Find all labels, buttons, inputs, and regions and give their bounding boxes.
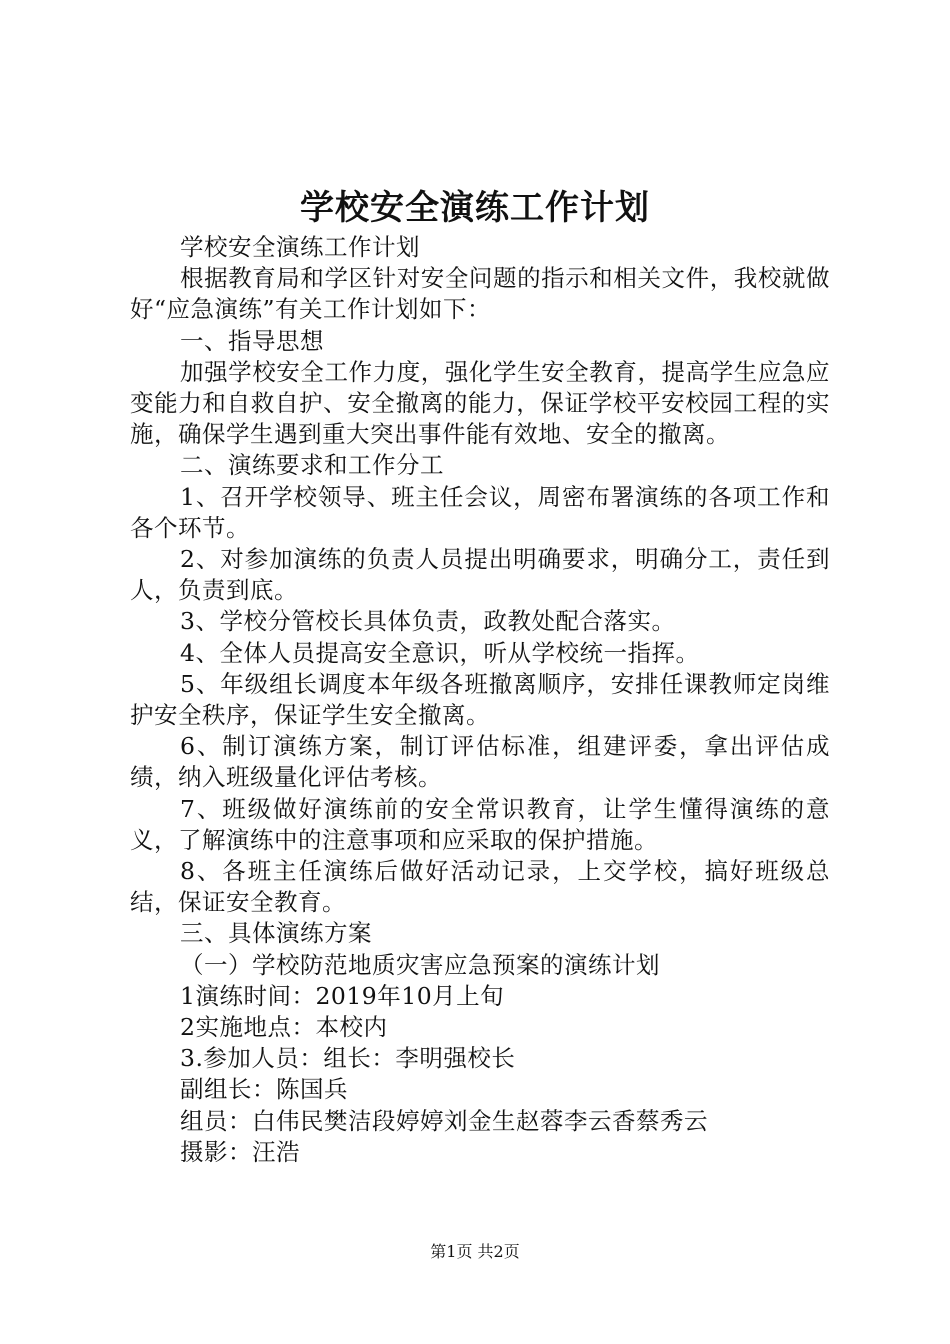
list-item: 8、各班主任演练后做好活动记录，上交学校，搞好班级总结，保证安全教育。 (130, 857, 830, 917)
paragraph: 加强学校安全工作力度，强化学生安全教育，提高学生应急应变能力和自救自护、安全撤离的能力，保证学校平安校园工程的实施，确保学生遇到重大突出事件能有效地、安全的撤离。 (130, 357, 830, 449)
plan-detail: 1演练时间：2019年10月上旬 (180, 981, 505, 1010)
paragraph: 学校安全演练工作计划 (180, 233, 420, 261)
list-item: 1、召开学校领导、班主任会议，周密布署演练的各项工作和各个环节。 (130, 482, 830, 542)
section-heading: 一、指导思想 (180, 326, 324, 355)
plan-detail: 副组长：陈国兵 (180, 1075, 348, 1104)
list-item: 4、全体人员提高安全意识，听从学校统一指挥。 (180, 638, 700, 667)
section-heading: 三、具体演练方案 (180, 919, 372, 948)
list-item: 6、制订演练方案，制订评估标准，组建评委，拿出评估成绩，纳入班级量化评估考核。 (130, 732, 830, 792)
page-footer: 第1页 共2页 (430, 1242, 520, 1261)
paragraph: 根据教育局和学区针对安全问题的指示和相关文件，我校就做好“应急演练”有关工作计划如下： (130, 264, 830, 324)
list-item: 5、年级组长调度本年级各班撤离顺序，安排任课教师定岗维护安全秩序，保证学生安全撤离。 (130, 669, 830, 730)
plan-detail: 组员：白伟民樊洁段婷婷刘金生赵蓉李云香蔡秀云 (180, 1106, 708, 1135)
list-item: 3、学校分管校长具体负责，政教处配合落实。 (180, 607, 676, 636)
plan-detail: 2实施地点：本校内 (180, 1013, 388, 1042)
section-heading: 二、演练要求和工作分工 (180, 451, 444, 480)
subsection-heading: （一）学校防范地质灾害应急预案的演练计划 (180, 950, 660, 979)
list-item: 2、对参加演练的负责人员提出明确要求，明确分工，责任到人，负责到底。 (130, 545, 830, 605)
plan-detail: 摄影：汪浩 (180, 1137, 300, 1166)
plan-detail: 3.参加人员：组长：李明强校长 (180, 1044, 516, 1073)
document-body (130, 232, 830, 1168)
document-title: 学校安全演练工作计划 (300, 188, 650, 228)
list-item: 7、班级做好演练前的安全常识教育，让学生懂得演练的意义，了解演练中的注意事项和应采取的保护措施。 (130, 794, 830, 854)
